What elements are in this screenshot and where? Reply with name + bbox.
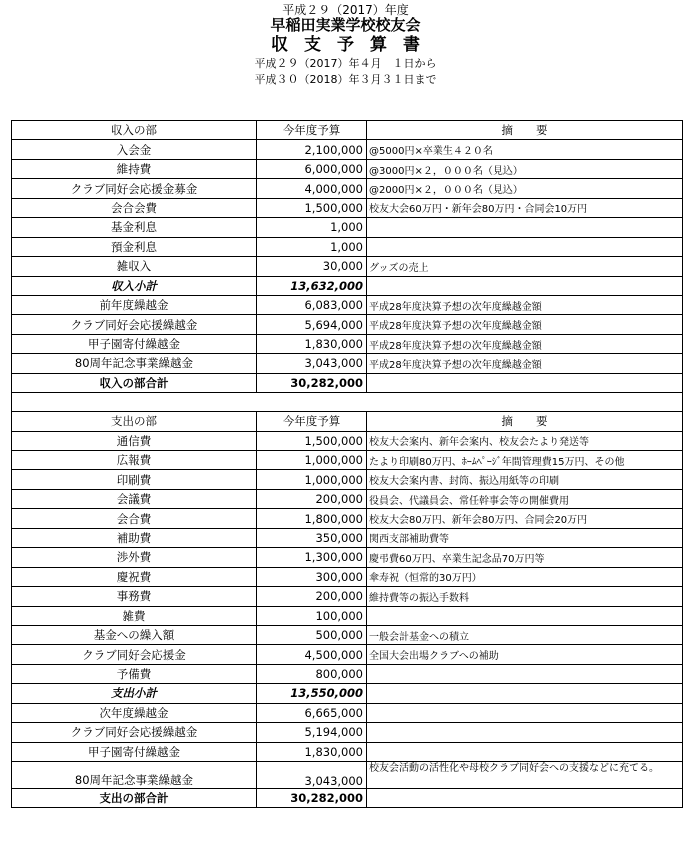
item-amount: 800,000 bbox=[257, 664, 367, 683]
document-title: 収支予算書 bbox=[271, 35, 436, 55]
item-name: 預金利息 bbox=[12, 237, 257, 256]
item-name: 雑費 bbox=[12, 606, 257, 625]
item-name: 基金への繰入額 bbox=[12, 625, 257, 644]
item-note: @2000円×２，０００名（見込） bbox=[367, 179, 683, 198]
item-note: 一般会計基金への積立 bbox=[367, 625, 683, 644]
table-row bbox=[12, 218, 683, 237]
budget-column-header: 今年度予算 bbox=[257, 412, 367, 431]
item-name: 渉外費 bbox=[12, 548, 257, 567]
empty-cell bbox=[367, 373, 683, 392]
table-row bbox=[12, 548, 683, 567]
item-note bbox=[367, 664, 683, 683]
item-amount: 100,000 bbox=[257, 606, 367, 625]
item-amount: 1,000 bbox=[257, 237, 367, 256]
carryover-name: 80周年記念事業繰越金 bbox=[12, 354, 257, 373]
item-name: 会議費 bbox=[12, 489, 257, 508]
item-note bbox=[367, 237, 683, 256]
empty-cell bbox=[367, 789, 683, 808]
item-note: 校友大会案内、新年会案内、校友会たより発送等 bbox=[367, 431, 683, 450]
item-name: 予備費 bbox=[12, 664, 257, 683]
item-name: 補助費 bbox=[12, 528, 257, 547]
table-row bbox=[12, 179, 683, 198]
table-row bbox=[12, 237, 683, 256]
carryover-amount: 3,043,000 bbox=[257, 354, 367, 373]
item-note: 全国大会出場クラブへの補助 bbox=[367, 645, 683, 664]
carryover-note: 平成28年度決算予想の次年度繰越金額 bbox=[367, 315, 683, 334]
item-name: 維持費 bbox=[12, 159, 257, 178]
item-name: 基金利息 bbox=[12, 218, 257, 237]
item-amount: 1,300,000 bbox=[257, 548, 367, 567]
item-amount: 350,000 bbox=[257, 528, 367, 547]
carryover-amount: 5,694,000 bbox=[257, 315, 367, 334]
carryover-name: クラブ同好会応援繰越金 bbox=[12, 315, 257, 334]
item-note: 傘寿祝（恒常的30万円） bbox=[367, 567, 683, 586]
item-amount: 500,000 bbox=[257, 625, 367, 644]
table-row bbox=[12, 489, 683, 508]
item-name: 事務費 bbox=[12, 587, 257, 606]
carryover-amount: 3,043,000 bbox=[257, 762, 367, 789]
table-row bbox=[12, 587, 683, 606]
fiscal-year-heading: 平成２９（2017）年度 bbox=[282, 3, 409, 17]
spacer-cell bbox=[12, 393, 683, 412]
total-label: 収入の部合計 bbox=[12, 373, 257, 392]
table-row bbox=[12, 451, 683, 470]
carryover-note: 平成28年度決算予想の次年度繰越金額 bbox=[367, 295, 683, 314]
item-name: 印刷費 bbox=[12, 470, 257, 489]
item-amount: 1,500,000 bbox=[257, 198, 367, 217]
item-note: 役員会、代議員会、常任幹事会等の開催費用 bbox=[367, 489, 683, 508]
expense-subtotal-row bbox=[12, 684, 683, 703]
item-note: 校友大会60万円・新年会80万円・合同会10万円 bbox=[367, 198, 683, 217]
item-amount: 1,800,000 bbox=[257, 509, 367, 528]
carryover-row bbox=[12, 762, 683, 789]
table-row bbox=[12, 528, 683, 547]
total-label: 支出の部合計 bbox=[12, 789, 257, 808]
item-name: 雑収入 bbox=[12, 257, 257, 276]
item-amount: 1,500,000 bbox=[257, 431, 367, 450]
item-amount: 30,000 bbox=[257, 257, 367, 276]
carryover-amount: 5,194,000 bbox=[257, 723, 367, 742]
subtotal-label: 収入小計 bbox=[12, 276, 257, 295]
table-row bbox=[12, 431, 683, 450]
item-note bbox=[367, 218, 683, 237]
carryover-name: 80周年記念事業繰越金 bbox=[12, 762, 257, 789]
item-name: 広報費 bbox=[12, 451, 257, 470]
income-subtotal-row bbox=[12, 276, 683, 295]
note-column-header: 摘 要 bbox=[367, 121, 683, 140]
table-row bbox=[12, 509, 683, 528]
carryover-amount: 6,083,000 bbox=[257, 295, 367, 314]
budget-table bbox=[11, 120, 683, 808]
carryover-amount: 1,830,000 bbox=[257, 334, 367, 353]
carryover-row bbox=[12, 723, 683, 742]
carryover-amount: 1,830,000 bbox=[257, 742, 367, 761]
item-note: @3000円×２，０００名（見込） bbox=[367, 159, 683, 178]
carryover-row bbox=[12, 742, 683, 761]
empty-cell bbox=[367, 723, 683, 742]
subtotal-amount: 13,550,000 bbox=[257, 684, 367, 703]
income-total-row bbox=[12, 373, 683, 392]
subtotal-amount: 13,632,000 bbox=[257, 276, 367, 295]
income-section-label: 収入の部 bbox=[12, 121, 257, 140]
item-amount: 4,500,000 bbox=[257, 645, 367, 664]
table-row bbox=[12, 140, 683, 159]
carryover-note: 平成28年度決算予想の次年度繰越金額 bbox=[367, 354, 683, 373]
organization-name: 早稲田実業学校校友会 bbox=[270, 16, 421, 34]
empty-cell bbox=[367, 742, 683, 761]
table-row bbox=[12, 645, 683, 664]
total-amount: 30,282,000 bbox=[257, 789, 367, 808]
expense-section-label: 支出の部 bbox=[12, 412, 257, 431]
carryover-name: 甲子園寄付繰越金 bbox=[12, 334, 257, 353]
budget-column-header: 今年度予算 bbox=[257, 121, 367, 140]
item-name: クラブ同好会応援金 bbox=[12, 645, 257, 664]
carryover-row bbox=[12, 354, 683, 373]
note-column-header: 摘 要 bbox=[367, 412, 683, 431]
total-amount: 30,282,000 bbox=[257, 373, 367, 392]
item-note: 校友大会80万円、新年会80万円、合同会20万円 bbox=[367, 509, 683, 528]
section-spacer bbox=[12, 393, 683, 412]
subtotal-label: 支出小計 bbox=[12, 684, 257, 703]
item-note: たより印刷80万円、ﾎｰﾑﾍﾟｰｼﾞ年間管理費15万円、その他 bbox=[367, 451, 683, 470]
carryover-row bbox=[12, 295, 683, 314]
item-amount: 6,000,000 bbox=[257, 159, 367, 178]
carryover-amount: 6,665,000 bbox=[257, 703, 367, 722]
carryover-row bbox=[12, 703, 683, 722]
item-name: 慶祝費 bbox=[12, 567, 257, 586]
item-note bbox=[367, 606, 683, 625]
period-start: 平成２９（2017）年４月 １日から bbox=[254, 57, 437, 70]
item-note: 関西支部補助費等 bbox=[367, 528, 683, 547]
table-row bbox=[12, 257, 683, 276]
table-row bbox=[12, 606, 683, 625]
item-name: 会合会費 bbox=[12, 198, 257, 217]
carryover-row bbox=[12, 315, 683, 334]
empty-cell bbox=[367, 276, 683, 295]
item-name: クラブ同好会応援金募金 bbox=[12, 179, 257, 198]
carryover-name: 甲子園寄付繰越金 bbox=[12, 742, 257, 761]
item-amount: 300,000 bbox=[257, 567, 367, 586]
table-row bbox=[12, 470, 683, 489]
item-note: @5000円×卒業生４２０名 bbox=[367, 140, 683, 159]
item-name: 入会金 bbox=[12, 140, 257, 159]
item-note: 慶弔費60万円、卒業生記念品70万円等 bbox=[367, 548, 683, 567]
table-row bbox=[12, 198, 683, 217]
table-row bbox=[12, 625, 683, 644]
item-note: 維持費等の振込手数料 bbox=[367, 587, 683, 606]
expense-total-row bbox=[12, 789, 683, 808]
item-amount: 1,000,000 bbox=[257, 470, 367, 489]
item-amount: 200,000 bbox=[257, 587, 367, 606]
empty-cell bbox=[367, 703, 683, 722]
carryover-row bbox=[12, 334, 683, 353]
item-amount: 1,000,000 bbox=[257, 451, 367, 470]
item-note: 校友大会案内書、封筒、振込用紙等の印刷 bbox=[367, 470, 683, 489]
income-header-row bbox=[12, 121, 683, 140]
item-amount: 4,000,000 bbox=[257, 179, 367, 198]
item-amount: 1,000 bbox=[257, 218, 367, 237]
carryover-name: クラブ同好会応援繰越金 bbox=[12, 723, 257, 742]
expense-header-row bbox=[12, 412, 683, 431]
item-note: グッズの売上 bbox=[367, 257, 683, 276]
period-end: 平成３０（2018）年３月３１日まで bbox=[254, 73, 437, 86]
empty-cell bbox=[367, 684, 683, 703]
table-row bbox=[12, 664, 683, 683]
item-name: 通信費 bbox=[12, 431, 257, 450]
item-name: 会合費 bbox=[12, 509, 257, 528]
carryover-note: 平成28年度決算予想の次年度繰越金額 bbox=[367, 334, 683, 353]
item-amount: 2,100,000 bbox=[257, 140, 367, 159]
carryover-name: 前年度繰越金 bbox=[12, 295, 257, 314]
table-row bbox=[12, 567, 683, 586]
item-amount: 200,000 bbox=[257, 489, 367, 508]
carryover-note: 校友会活動の活性化や母校クラブ同好会への支援などに充てる。 bbox=[367, 762, 683, 789]
carryover-name: 次年度繰越金 bbox=[12, 703, 257, 722]
table-row bbox=[12, 159, 683, 178]
